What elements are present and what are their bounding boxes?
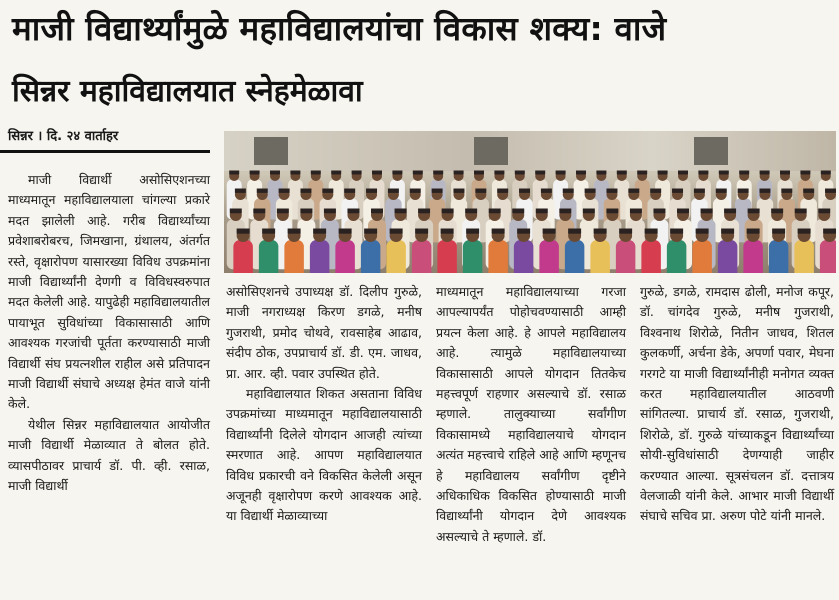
photo-person-hair [390, 229, 403, 234]
photo-window [254, 137, 288, 165]
photo-person-hair [747, 229, 760, 234]
photo-person-hair [583, 209, 595, 214]
photo-person-hair [253, 209, 265, 214]
photo-crowd [224, 163, 836, 273]
photo-person-hair [300, 209, 312, 214]
article-paragraph: महाविद्यालयात शिकत असताना विविध उपक्रमांच्या माध्यमातून महाविद्यालयासाठी विद्यार्थ्यांनी दिलेले योगदान आजही त्यांच्या स्मरणात आहे. आपण महाविद्यालयात विविध प्रकारची वने विकसित केलेली असून अजूनही वृक्षारोपण करणे आवश्यक आहे. या विद्यार्थी मेळाव्याच्या [226, 386, 422, 524]
photo-person-body [718, 240, 738, 273]
photo-person-hair [339, 229, 352, 234]
photo-person-body [539, 240, 559, 273]
photo-person-hair [442, 209, 454, 214]
photo-person-hair [536, 209, 548, 214]
photo-person-hair [821, 171, 831, 175]
photo-person-hair [279, 189, 290, 193]
photo-person-hair [313, 229, 326, 234]
photo-person-hair [371, 209, 383, 214]
photo-person-body [743, 240, 763, 273]
photo-person-hair [300, 189, 311, 193]
photo-person-body [233, 240, 253, 273]
photo-person-hair [512, 209, 524, 214]
photo-person-hair [344, 189, 355, 193]
photo-person-hair [716, 189, 727, 193]
photo-person-hair [311, 171, 321, 175]
photo-person-body [488, 240, 508, 273]
photo-person-hair [270, 171, 280, 175]
photo-person-hair [543, 229, 556, 234]
photo-person-body [386, 240, 406, 273]
photo-person-hair [230, 209, 242, 214]
photo-person-hair [724, 209, 736, 214]
photo-person-hair [781, 189, 792, 193]
photo-person-hair [748, 209, 760, 214]
photo-person-hair [637, 171, 647, 175]
photo-person-hair [494, 171, 504, 175]
photo-person-body [284, 240, 304, 273]
photo-person-hair [288, 229, 301, 234]
photo-person-hair [617, 171, 627, 175]
photo-person-body [769, 240, 789, 273]
photo-person-hair [823, 229, 836, 234]
photo-person-hair [413, 171, 423, 175]
headline: माजी विद्यार्थ्यांमुळे महाविद्यालयांचा विकास शक्य: वाजे [12, 9, 667, 48]
photo-person-hair [410, 189, 421, 193]
photo-person-hair [441, 229, 454, 234]
photo-person-body [794, 240, 814, 273]
photo-person-hair [352, 171, 362, 175]
photo-person-hair [696, 229, 709, 234]
photo-person-hair [492, 229, 505, 234]
photo-person-hair [719, 171, 729, 175]
article-paragraph: माजी विद्यार्थी असोसिएशनच्या माध्यमातून महाविद्यालयाला चांगल्या प्रकारे मदत झालेली आहे. गरीब विद्यार्थ्यांच्या प्रवेशाबरोबरच, जिमखाना, ग्रंथालय, अंतर्गत रस्ते, वृक्षारोपण यासारख्या विविध उपक्रमांना माजी विद्यार्थ्यांनी देणगी व विविधस्वरुपात मदत केलेली आहे. यापुढेही महाविद्यालयातील पायाभूत सुविधांच्या विकासासाठी आणि आवश्यक गरजांची पूर्तता करण्यासाठी माजी विद्यार्थी संघ प्रयत्नशील राहील असे प्रतिपादन माजी विद्यार्थी संघाचे अध्यक्ष हेमंत वाजे यांनी केले. [8, 172, 210, 412]
photo-person-hair [497, 189, 508, 193]
photo-person-hair [563, 189, 574, 193]
photo-person-hair [576, 171, 586, 175]
photo-person-hair [432, 189, 443, 193]
photo-person-hair [619, 229, 632, 234]
photo-person-hair [519, 189, 530, 193]
article-paragraph: येथील सिन्नर महाविद्यालयात आयोजीत माजी विद्यार्थी मेळाव्यात ते बोलत होते. व्यासपीठावर प्राचार्य डॉ. पी. व्ही. रसाळ, माजी विद्यार्थी [8, 416, 210, 494]
photo-person-body [641, 240, 661, 273]
photo-person-body [820, 240, 836, 273]
photo-person-hair [672, 189, 683, 193]
article-column-3 [436, 282, 626, 547]
photo-person-hair [594, 229, 607, 234]
photo-person-hair [364, 229, 377, 234]
photo-person-body [259, 240, 279, 273]
photo-person-hair [760, 171, 770, 175]
photo-person-hair [290, 171, 300, 175]
photo-person-hair [559, 209, 571, 214]
photo-person-hair [798, 229, 811, 234]
photo-person-body [437, 240, 457, 273]
photo-person-hair [250, 171, 260, 175]
photo-person-hair [322, 189, 333, 193]
photo-person-hair [415, 229, 428, 234]
photo-person-hair [759, 189, 770, 193]
photo-person-hair [694, 189, 705, 193]
photo-person-hair [606, 189, 617, 193]
photo-person-body [361, 240, 381, 273]
photo-person-hair [803, 189, 814, 193]
photo-person-hair [395, 209, 407, 214]
photo-person-hair [818, 209, 830, 214]
article-paragraph: माध्यमातून महाविद्यालयाच्या गरजा आपल्यापर्यंत पोहोचवण्यासाठी आम्ही प्रयत्न केला आहे. हे आपले महाविद्यालय आहे. त्यामुळे महाविद्यालयाच्या विकासासाठी आपले योगदान तितकेच महत्त्वपूर्ण राहणार असल्याचे डॉ. रसाळ म्हणाले. तालुक्याच्या सर्वांगीण विकासामध्ये महाविद्यालयाचे योगदान अत्यंत महत्त्वाचे राहिले आहे आणि म्हणूनच हे महाविद्यालय सर्वांगीण दृष्टीने अधिकाधिक विकसित होण्यासाठी माजी विद्यार्थ्यांनी योगदान देणे आवश्यक असल्याचे ते म्हणाले. डॉ. [436, 284, 626, 544]
photo-person-body [310, 240, 330, 273]
photo-person-hair [658, 171, 668, 175]
article-paragraph: गुरुळे, डगळे, रामदास ढोली, मनोज कपूर, डॉ. चांगदेव गुरुळे, मनीष गुजराथी, विश्वनाथ शिरोळे, नितीन जाधव, शितल कुलकर्णी, अर्चना डेके, अपर्णा पवार, मेघना गरगटे या माजी विद्यार्थ्यांनीही मनोगत व्यक्त करत महाविद्यालयातील आठवणी सांगितल्या. प्राचार्य डॉ. रसाळ, गुजराथी, शिरोळे, डॉ. गुरुळे यांच्याकडून विद्यार्थ्यांच्या सोयी-सुविधांसाठी देणग्याही जाहीर करण्यात आल्या. सूत्रसंचलन डॉ. दत्तात्रय वेलजाळी यांनी केले. आभार माजी विद्यार्थी संघाचे सचिव प्रा. अरुण पोटे यांनी मानले. [640, 284, 834, 524]
photo-person-hair [800, 171, 810, 175]
photo-person-body [667, 240, 687, 273]
photo-person-hair [262, 229, 275, 234]
photo-person-hair [670, 229, 683, 234]
photo-person-hair [418, 209, 430, 214]
photo-person-hair [257, 189, 268, 193]
photo-person-hair [474, 171, 484, 175]
photo-person-hair [677, 209, 689, 214]
photo-person-hair [738, 189, 749, 193]
photo-person-hair [475, 189, 486, 193]
photo-person-hair [780, 171, 790, 175]
photo-person-hair [453, 189, 464, 193]
photo-window [474, 137, 508, 165]
photo-person-hair [489, 209, 501, 214]
photo-person-hair [454, 171, 464, 175]
photo-person-hair [568, 229, 581, 234]
article-paragraph: असोसिएशनचे उपाध्यक्ष डॉ. दिलीप गुरुळे, माजी नगराध्यक्ष किरण डगळे, मनीष गुजराथी, प्रमोद चोथवे, रावसाहेब आढाव, संदीप ठोक, उपप्राचार्य डॉ. डी. एम. जाधव, प्रा. आर. व्ही. पवार उपस्थित होते. [226, 284, 422, 381]
photo-person-body [692, 240, 712, 273]
photo-person-hair [606, 209, 618, 214]
article-column-4 [640, 282, 834, 527]
photo-person-hair [585, 189, 596, 193]
photo-person-body [463, 240, 483, 273]
article-column-2 [226, 282, 422, 527]
photo-person-hair [535, 171, 545, 175]
photo-person-hair [772, 229, 785, 234]
photo-person-hair [388, 189, 399, 193]
photo-person-hair [678, 171, 688, 175]
article-column-1 [8, 170, 210, 497]
photo-person-body [565, 240, 585, 273]
photo-person-body [335, 240, 355, 273]
photo-person-hair [331, 171, 341, 175]
photo-person-hair [701, 209, 713, 214]
photo-person-hair [324, 209, 336, 214]
photo-person-hair [541, 189, 552, 193]
photo-person-body [412, 240, 432, 273]
photo-person-hair [721, 229, 734, 234]
photo-person-hair [795, 209, 807, 214]
subheadline: सिन्नर महाविद्यालयात स्नेहमेळावा [12, 74, 363, 109]
photo-person-hair [237, 229, 250, 234]
photo-person-hair [645, 229, 658, 234]
dateline: सिन्नर । दि. २४ वार्ताहर [8, 129, 119, 144]
photo-person-body [514, 240, 534, 273]
photo-person-hair [698, 171, 708, 175]
photo-person-hair [277, 209, 289, 214]
photo-person-hair [372, 171, 382, 175]
photo-person-hair [392, 171, 402, 175]
photo-person-body [616, 240, 636, 273]
dateline-rule [0, 150, 210, 153]
photo-person-hair [630, 209, 642, 214]
photo-person-hair [771, 209, 783, 214]
photo-person-hair [739, 171, 749, 175]
photo-person-hair [515, 171, 525, 175]
photo-person-hair [433, 171, 443, 175]
photo-person-hair [650, 189, 661, 193]
photo-window [694, 137, 728, 165]
photo-person-hair [347, 209, 359, 214]
photo-person-hair [366, 189, 377, 193]
photo-person-hair [628, 189, 639, 193]
photo-person-body [590, 240, 610, 273]
photo-person-hair [653, 209, 665, 214]
photo-person-hair [229, 171, 239, 175]
photo-person-hair [466, 229, 479, 234]
photo-person-hair [235, 189, 246, 193]
photo-person-hair [517, 229, 530, 234]
group-photo [224, 131, 836, 273]
photo-person-hair [596, 171, 606, 175]
photo-person-hair [556, 171, 566, 175]
photo-person-hair [465, 209, 477, 214]
photo-person-hair [825, 189, 836, 193]
